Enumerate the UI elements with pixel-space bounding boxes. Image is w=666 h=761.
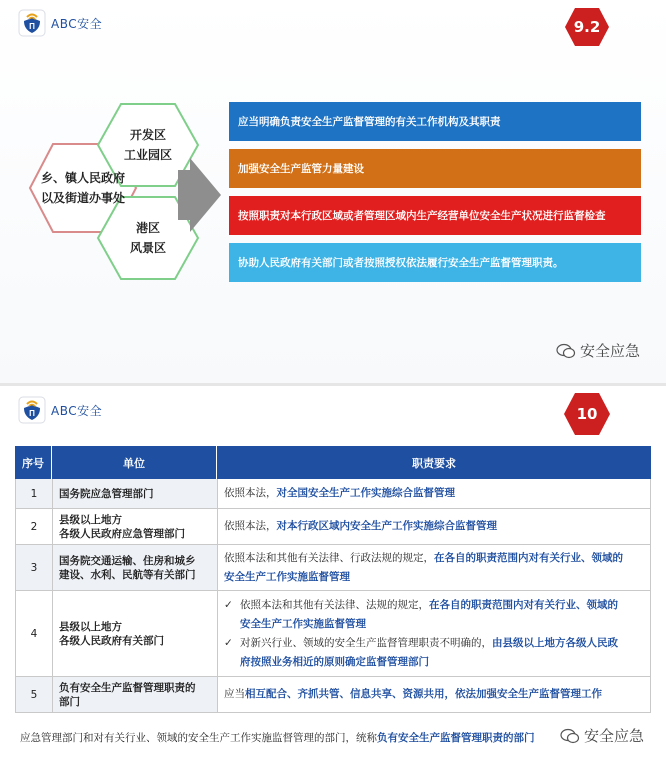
row-unit: [53, 509, 218, 544]
duty-bars: [229, 102, 641, 290]
duty-text: 应当: [224, 688, 245, 700]
duty-bar: 加强安全生产监管力量建设: [229, 149, 641, 188]
row-unit: [53, 591, 218, 676]
duty-item: [224, 596, 644, 634]
duty-highlight: 对本行政区域内安全生产工作实施综合监督管理: [276, 520, 497, 532]
row-duty: [218, 591, 650, 676]
row-unit: [53, 545, 218, 590]
unit-line: 县级以上地方: [59, 513, 122, 526]
duty-highlight: 安全生产工作实施监督管理: [224, 570, 350, 583]
table-row: [15, 479, 651, 509]
watermark: [556, 725, 648, 746]
bottom-hex-line2: 风景区: [129, 241, 166, 255]
header-no: 序号: [15, 446, 52, 479]
table-header: [15, 446, 651, 479]
bottom-hex-label: [98, 210, 198, 266]
top-hex-line1: 开发区: [129, 128, 166, 142]
slide-number: 10: [576, 405, 598, 423]
bottom-hex-line1: 港区: [135, 221, 160, 235]
brand-name: ABC安全: [51, 403, 103, 418]
center-hex-line2: 以及街道办事处: [40, 191, 125, 205]
brand-logo: [18, 9, 102, 37]
table-row: [15, 591, 651, 677]
center-hex-line1: 乡、镇人民政府: [40, 171, 125, 185]
duty-bar: 应当明确负责安全生产监督管理的有关工作机构及其职责: [229, 102, 641, 141]
unit-line: 国务院应急管理部门: [59, 487, 154, 500]
wechat-icon: [556, 343, 576, 359]
table-row: [15, 545, 651, 591]
footnote-highlight: 负有安全生产监督管理职责的部门: [377, 732, 535, 744]
unit-line: 建设、水利、民航等有关部门: [59, 568, 196, 581]
duty-bar: 协助人民政府有关部门或者按照授权依法履行安全生产监督管理职责。: [229, 243, 641, 282]
row-number: 1: [16, 479, 53, 508]
duty-highlight: 府按照业务相近的原则确定监督管理部门: [240, 655, 429, 668]
table-row: [15, 509, 651, 545]
brand-logo: [18, 396, 102, 424]
shield-wifi-icon: [18, 9, 46, 37]
row-duty: [218, 479, 650, 508]
unit-line: 负有安全生产监督管理职责的: [59, 681, 196, 694]
duty-text: 依照本法，: [224, 487, 277, 499]
wechat-icon: [560, 728, 580, 744]
duty-text: 依照本法和其他有关法律、行政法规的规定，: [224, 551, 434, 564]
row-number: 2: [16, 509, 53, 544]
top-hex-label: [98, 117, 198, 173]
duty-highlight: 安全生产工作实施监督管理: [240, 617, 366, 630]
row-duty: [218, 509, 650, 544]
duty-highlight: 对全国安全生产工作实施综合监督管理: [276, 487, 455, 499]
table-row: [15, 677, 651, 713]
unit-line: 各级人民政府有关部门: [59, 634, 164, 647]
svg-text:Π: Π: [29, 409, 35, 418]
header-duty: 职责要求: [412, 456, 456, 470]
duty-highlight: 由县级以上地方各级人民政: [492, 636, 618, 649]
brand-name: ABC安全: [51, 16, 103, 31]
duty-text: 依照本法，: [224, 520, 277, 532]
row-number: 5: [16, 677, 53, 712]
footnote: [20, 730, 535, 745]
checkmark-icon: ✓: [224, 598, 233, 611]
slide-number: 9.2: [573, 18, 601, 36]
unit-line: 国务院交通运输、住房和城乡: [59, 554, 196, 567]
watermark: [556, 340, 640, 361]
shield-wifi-icon: [18, 396, 46, 424]
unit-line: 部门: [59, 695, 80, 708]
duty-bar: 按照职责对本行政区域或者管理区域内生产经营单位安全生产状况进行监督检查: [229, 196, 641, 235]
row-unit: [53, 479, 218, 508]
watermark-text: 安全应急: [584, 727, 645, 745]
row-duty: [218, 677, 650, 712]
duty-highlight: 在各自的职责范围内对有关行业、领域的: [434, 551, 623, 564]
unit-line: 县级以上地方: [59, 620, 122, 633]
svg-text:Π: Π: [29, 22, 35, 31]
duty-highlight: 相互配合、齐抓共管、信息共享、资源共用，依法加强安全生产监督管理工作: [245, 688, 602, 700]
slide-10: [0, 386, 666, 761]
top-hex-line2: 工业园区: [123, 148, 172, 162]
row-number: 4: [16, 591, 53, 676]
row-duty: [218, 545, 650, 590]
duty-highlight: 在各自的职责范围内对有关行业、领域的: [429, 598, 618, 611]
duty-item: [224, 634, 644, 672]
footnote-text: 应急管理部门和对有关行业、领域的安全生产工作实施监督管理的部门，统称: [20, 732, 377, 744]
slide-number-badge: [563, 392, 611, 436]
row-unit: [53, 677, 218, 712]
row-number: 3: [16, 545, 53, 590]
duty-text: 依照本法和其他有关法律、法规的规定，: [240, 598, 429, 611]
watermark-text: 安全应急: [580, 342, 641, 360]
duty-table: [15, 446, 651, 713]
unit-line: 各级人民政府应急管理部门: [59, 527, 185, 540]
table-body: [15, 479, 651, 713]
slide-number-badge: [564, 7, 610, 47]
duty-text: 对新兴行业、领域的安全生产监督管理职责不明确的，: [240, 636, 492, 649]
header-unit: 单位: [52, 446, 217, 479]
checkmark-icon: ✓: [224, 636, 233, 649]
